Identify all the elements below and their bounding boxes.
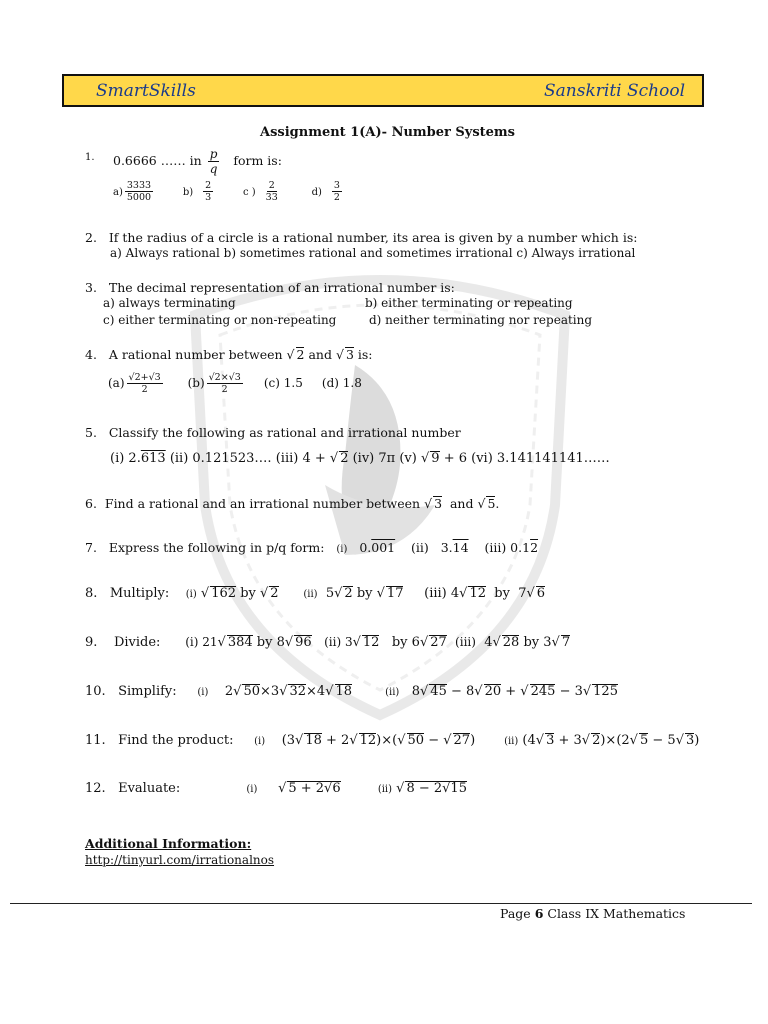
q6-text: 6. Find a rational and an irrational number between √ 3 and √ 5. xyxy=(85,496,500,511)
additional-info-link[interactable]: http://tinyurl.com/irrationalnos xyxy=(85,853,275,867)
q3-text: 3. The decimal representation of an irrational number is: xyxy=(85,280,455,295)
q2-text: 2. If the radius of a circle is a rational number, its area is given by a number which is: xyxy=(85,230,638,245)
q3-option-c: c) either terminating or non-repeating xyxy=(103,313,337,327)
q4-text: 4. A rational number between √ 2 and √ 3 is: xyxy=(85,347,373,362)
additional-info-heading: Additional Information: xyxy=(85,836,252,851)
footer-divider xyxy=(10,903,752,904)
q2-options: a) Always rational b) sometimes rational and sometimes irrational c) Always irrational xyxy=(110,246,636,260)
brand-smartskills: SmartSkills xyxy=(96,81,196,101)
q3-option-d: d) neither terminating nor repeating xyxy=(369,313,593,327)
q9-text: 9. Divide: (i) 21√ 384 by 8√ 96 (ii) 3√ 12 by 6√ 27 (iii) 4√ 28 by 3√ 7 xyxy=(85,635,571,650)
q11-text: 11. Find the product: (i) (3√ 18 + 2√ 12)×(√ 50 − √ 27) (ii) (4√ 3 + 3√ 2)×(2√ 5 − 5√ 3) xyxy=(85,733,700,748)
q12-text: 12. Evaluate: (i) √ 5 + 2√6 (ii) √ 8 − 2√15 xyxy=(85,781,467,796)
footer-page-info: Page 6 Class IX Mathematics xyxy=(500,906,686,921)
q5-text: 5. Classify the following as rational and irrational number xyxy=(85,425,461,440)
q5-items: (i) 2.613 (ii) 0.121523…. (iii) 4 + √ 2 (iv) 7π (v) √ 9 + 6 (vi) 3.141141141…… xyxy=(110,451,610,466)
assignment-title: Assignment 1(A)- Number Systems xyxy=(260,125,516,140)
q10-text: 10. Simplify: (i) 2√ 50×3√ 32×4√ 18 (ii) 8√ 45 − 8√ 20 + √ 245 − 3√ 125 xyxy=(85,684,618,699)
q7-text: 7. Express the following in p/q form: (i) 0.001 (ii) 3.14 (iii) 0.12 xyxy=(85,540,539,555)
q4-options: (a) $\frac{√2+√3}{2}$ (b) $\frac{√2\times√3}{2}$ (c) 1.5 (d) 1.8 xyxy=(108,372,362,395)
q3-option-b: b) either terminating or repeating xyxy=(365,296,573,310)
q1-text: 0.6666 …… in $\frac{p}{q}$ form is: xyxy=(113,147,282,176)
q1-options: a) $\frac{3333}{5000}$ b) $\frac{2}{3}$ c ) $\frac{2}{33}$ d) $\frac{3}{2}$ xyxy=(113,180,340,203)
school-name: Sanskriti School xyxy=(544,81,686,101)
q8-text: 8. Multiply: (i) √ 162 by √ 2 (ii) 5√ 2 by √ 17 (iii) 4√ 12 by 7√ 6 xyxy=(85,586,546,601)
q1-number: 1. xyxy=(85,152,95,163)
q1-p-over-q: $\frac{p}{q}$ xyxy=(209,147,218,176)
q3-option-a: a) always terminating xyxy=(103,296,236,310)
